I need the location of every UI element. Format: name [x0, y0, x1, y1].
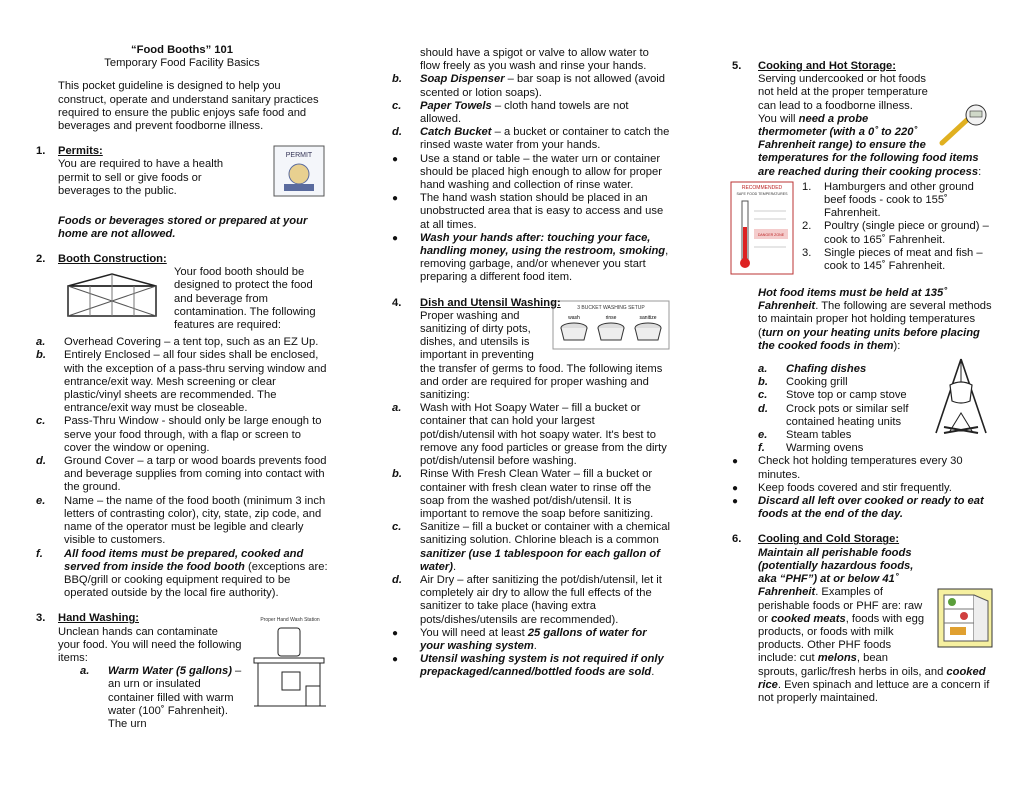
- svg-text:SAFE FOOD TEMPERATURES: SAFE FOOD TEMPERATURES: [736, 191, 788, 196]
- dish-bullet-2: ● Utensil washing system is not required if only prepackaged/canned/bottled foods are sold.: [392, 653, 664, 679]
- hot-holding-method: c. Stove top or camp stove: [758, 389, 907, 402]
- section-hand-heading: 3. Hand Washing:: [36, 612, 139, 625]
- booth-text: Your food booth should be designed to protect the food and beverage from contamination. The following features are required:: [174, 266, 316, 332]
- refrigerator-food-icon: [936, 587, 994, 653]
- column-1: [36, 44, 328, 731]
- cooking-bullet-2: ● Keep foods covered and stir frequently.: [732, 481, 952, 494]
- temperature-chart-icon: [730, 181, 794, 279]
- dish-item-b: b. Rinse With Fresh Clean Water – fill a bucket or container with fresh clean water to rinse off the soap from the washed pot/dish/utensil. It is important to remove the soap before sanitizing.: [392, 468, 654, 520]
- cooking-temp-item: 2. Poultry (single piece or ground) – cook to 165˚ Fahrenheit.: [802, 220, 989, 246]
- booth-tent-icon: [58, 270, 166, 326]
- hot-holding-method: f. Warming ovens: [758, 442, 864, 455]
- svg-text:RECOMMENDED: RECOMMENDED: [741, 184, 783, 191]
- cooking-text: Serving undercooked or hot foods not held at the proper temperature can lead to a foodborne illness. You will: [758, 73, 928, 125]
- svg-text:sanitize: sanitize: [639, 314, 657, 321]
- cooking-temp-item: 1. Hamburgers and other ground beef foods - cook to 155˚ Fahrenheit.: [802, 180, 974, 220]
- hand-wash-station-icon: [248, 614, 332, 716]
- dish-text: Proper washing and sanitizing of dirty pots, dishes, and utensils is important in preventing the transfer of germs to food. The following items and order are required for proper washing and sanitizing:: [420, 309, 663, 402]
- hot-holding-method: e. Steam tables: [758, 429, 852, 442]
- permits-text: You are required to have a health permit to sell or give foods or beverages to the public.: [58, 158, 224, 197]
- hot-holding-method: b. Cooking grill: [758, 376, 848, 389]
- svg-text:DANGER ZONE: DANGER ZONE: [757, 232, 785, 237]
- cooking-bullet-3: ● Discard all left over cooked or ready to eat foods at the end of the day.: [732, 495, 984, 521]
- hand-bullet-3: ● Wash your hands after: touching your face, handling money, using the restroom, smoking, removing garbage, and/or whenever you start preparing a different food item.: [392, 231, 669, 284]
- booth-item-f: f. All food items must be prepared, cooked and served from inside the food booth (exceptions are: BBQ/grill or cooking equipment required to be operated outside by the local fire authority).: [36, 547, 328, 600]
- cooking-thermometer-note: need a probe thermometer (with a 0˚ to 220˚ Fahrenheit range) to ensure the temperatures for the following food items are reached during their cooking process: [758, 112, 979, 178]
- hand-item-d: d. Catch Bucket – a bucket or container to catch the rinsed waste water from your hands.: [392, 126, 670, 152]
- page-title: “Food Booths” 101: [131, 44, 233, 56]
- section-booth-heading: 2. Booth Construction:: [36, 253, 167, 266]
- hot-holding-method: d. Crock pots or similar self contained heating units: [758, 402, 909, 428]
- svg-text:wash: wash: [568, 314, 580, 321]
- three-bucket-setup-icon: [552, 300, 670, 354]
- section-cooking-heading: 5. Cooking and Hot Storage:: [732, 60, 896, 72]
- cooking-temp-item: 3. Single pieces of meat and fish – cook to 145˚ Fahrenheit.: [802, 246, 983, 273]
- campfire-pot-icon: [928, 357, 994, 441]
- hand-item-b: b. Soap Dispenser – bar soap is not allowed (avoid scented or lotion soaps).: [392, 73, 666, 99]
- cooking-bullet-1: ● Check hot holding temperatures every 30 minutes.: [732, 455, 963, 481]
- svg-text:rinse: rinse: [605, 314, 617, 321]
- svg-text:Proper Hand Wash Station: Proper Hand Wash Station: [260, 616, 320, 623]
- hot-holding-method: a. Chafing dishes: [758, 363, 867, 376]
- svg-text:PERMIT: PERMIT: [285, 152, 313, 160]
- dish-item-c: c. Sanitize – fill a bucket or container with a chemical sanitizing solution. Chlorine bleach is a common sanitizer (use 1 tablespoon for each gallon of water).: [392, 521, 670, 573]
- section-cold-heading: 6. Cooling and Cold Storage:: [732, 533, 900, 546]
- booth-item: b. Entirely Enclosed – all four sides shall be enclosed, with the exception of a pass-thru serving window and entrance/exit way. Mesh screening or clear plastic/vinyl sheets are recommended. The entrance/exit way must be closeable.: [36, 349, 327, 415]
- cold-storage-rule: Maintain all perishable foods (potentially hazardous foods, aka “PHF”) at or below 41˚ Fahrenheit: [758, 546, 914, 599]
- section-permits-heading: 1. Permits:: [36, 145, 103, 158]
- booth-item: a. Overhead Covering – a tent top, such as an EZ Up.: [36, 336, 319, 349]
- dish-item-d: d. Air Dry – after sanitizing the pot/dish/utensil, let it completely air dry to allow the full effects of the sanitizer to take place (having extra pots/dishes/utensils are recommended).: [392, 573, 662, 626]
- hand-text: Unclean hands can contaminate your food. You will need the following items:: [58, 625, 242, 664]
- probe-thermometer-icon: [938, 103, 994, 151]
- page-subtitle: Temporary Food Facility Basics: [104, 57, 260, 70]
- dish-item-a: a. Wash with Hot Soapy Water – fill a bucket or container that can hold your largest pot/dish/utensil with hot soapy water. It's best to remove any food particles or grease from the dirty pot/dish/utensil before washing.: [392, 402, 667, 468]
- permits-warning: Foods or beverages stored or prepared at your home are not allowed.: [58, 214, 308, 240]
- hand-item-c: c. Paper Towels – cloth hand towels are not allowed.: [392, 99, 629, 126]
- booth-item: e. Name – the name of the food booth (minimum 3 inch letters of contrasting color), city, state, zip code, and name of the operator must be legible and clearly visible to customers.: [36, 494, 326, 547]
- hand-item-a-cont: should have a spigot or valve to allow water to flow freely as you wash and rinse your hands.: [420, 47, 649, 73]
- hot-holding-rule: Hot food items must be held at 135˚ Fahrenheit: [758, 287, 947, 313]
- permit-document-icon: [270, 144, 328, 202]
- column-2: [392, 47, 670, 680]
- hand-item-a: a. Warm Water (5 gallons) – an urn or insulated container filled with warm water (100˚ Fahrenheit). The urn: [80, 665, 242, 730]
- hand-bullet-2: ● The hand wash station should be placed in an unobstructed area that is easy to access and use at all times.: [392, 192, 664, 231]
- intro-paragraph: This pocket guideline is designed to help you construct, operate and understand sanitary practices required to ensure the public enjoys safe food and beverages and prevent foodborne illness.: [58, 80, 319, 133]
- booth-item: c. Pass-Thru Window - should only be large enough to serve your food through, with a flap or screen to cover the window or opening.: [36, 415, 322, 454]
- dish-bullet-1: ● You will need at least 25 gallons of water for your washing system.: [392, 626, 647, 652]
- section-dish-heading: 4. Dish and Utensil Washing:: [392, 296, 561, 309]
- hand-bullet-1: ● Use a stand or table – the water urn or container should be placed high enough to allow for proper hand washing and collection of rinse water.: [392, 152, 662, 192]
- booth-items-list: [36, 336, 328, 547]
- column-3: 5. Cooking and Hot Storage: Serving undercooked or hot foods not held at the proper temperature can lead to a foodborne illness. You will need a probe thermometer (with a 0˚ to 220˚ Fahrenheit range) to ensure the temperatures for the following food items are reached during their cooking process: RECOMMENDED SAFE FOOD TEMPERATURES DANGER ZONE 1. Hamburgers and other ground beef foods - cook to 155˚ Fahrenheit. 2. Poultry (single piece or ground) – cook to 165˚ Fahrenheit. 3. Single pieces of meat and fish – cook to 145˚ Fahrenheit. Hot food items must be held at 135˚ Fahrenheit. The following are several methods to maintain proper hot holding temperatures (turn on your heating units before placing the cooked foods in them): a. Chafing dishes b. Cooking grill c. Stove top or camp stove d. Crock pots or similar self contained heating units e. Steam tables f. Warming ovens ● Check hot holding temperatures every 30 minutes. ● Keep foods covered and stir frequently. ● Discard all left over cooked or ready to eat foods at the end of the day. 6. Cooling and Cold Storage: Maintain all perishable foods (potentially hazardous foods, aka “PHF”) at or below 41˚ Fahrenheit. Examples of perishable foods or PHF are: raw or cooked meats, foods with egg products, or foods with milk products. Other PHF foods include: cut melons, bean sprouts, garlic/fresh herbs in oils, and cooked rice. Even spinach and lettuce are a concern if not properly maintained.: [732, 60, 994, 705]
- booth-item: d. Ground Cover – a tarp or wood boards prevents food and beverage supplies from coming into contact with the ground.: [36, 455, 327, 494]
- svg-text:3 BUCKET WASHING SETUP: 3 BUCKET WASHING SETUP: [577, 304, 645, 311]
